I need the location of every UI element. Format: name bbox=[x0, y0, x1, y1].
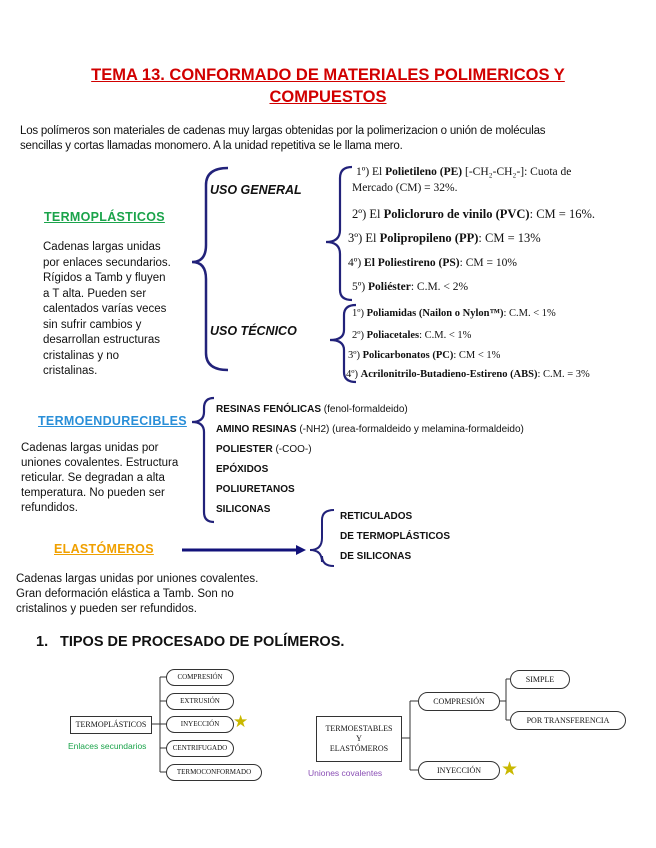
termoendurecibles-heading: TERMOENDURECIBLES bbox=[38, 414, 187, 428]
uso-tecnico-item-1: 1º) Poliamidas (Nailon o Nylon™): C.M. < 1% bbox=[352, 308, 556, 319]
termoplasticos-description bbox=[43, 240, 203, 380]
termoendurecibles-description bbox=[21, 441, 211, 516]
desc-line: cristalinos y pueden ser refundidos. bbox=[16, 603, 197, 615]
branch-por-transferencia: POR TRANSFERENCIA bbox=[510, 711, 626, 730]
desc-line: Rígidos a Tamb y fluyen bbox=[43, 272, 166, 284]
desc-line: por enlaces secundarios. bbox=[43, 256, 171, 269]
branch-right-inyeccion: INYECCIÓN bbox=[418, 761, 500, 780]
uso-general-item-5: 5º) Poliéster: C.M. < 2% bbox=[352, 281, 469, 293]
elastomeros-heading: ELASTÓMEROS bbox=[54, 542, 154, 556]
elastomeros-description bbox=[16, 572, 258, 617]
intro-line1: Los polímeros son materiales de cadenas muy largas obtenidas por la polimerizacion o unión de moléculas bbox=[20, 125, 546, 137]
branch-right-compresion: COMPRESIÓN bbox=[418, 692, 500, 711]
termo-item: POLIESTER (-COO-) bbox=[216, 444, 312, 455]
desc-line: temperatura. No pueden ser bbox=[21, 487, 165, 499]
elast-item: DE SILICONAS bbox=[340, 551, 412, 562]
desc-line: refundidos. bbox=[21, 502, 78, 514]
termoplasticos-heading: TERMOPLÁSTICOS bbox=[44, 210, 165, 224]
elastomeros-arrowhead bbox=[296, 545, 306, 555]
star-icon: ★ bbox=[233, 712, 249, 731]
elast-item: DE TERMOPLÁSTICOS bbox=[340, 531, 451, 542]
desc-line: Cadenas largas unidas bbox=[43, 241, 161, 253]
termo-item: RESINAS FENÓLICAS (fenol-formaldeido) bbox=[216, 404, 408, 415]
desc-line: sin sufrir cambios y bbox=[43, 318, 142, 331]
uso-general-item-3: 3º) El Polipropileno (PP): CM = 13% bbox=[348, 231, 541, 245]
root-line: TERMOESTABLES bbox=[325, 724, 393, 733]
section-title: TIPOS DE PROCESADO DE POLÍMEROS. bbox=[60, 634, 345, 650]
page-title-line2: COMPUESTOS bbox=[269, 88, 387, 106]
desc-line: desarrollan estructuras bbox=[43, 334, 160, 346]
uso-general-item-2: 2º) El Policloruro de vinilo (PVC): CM = 16%. bbox=[352, 207, 595, 221]
root-line: Y bbox=[356, 734, 362, 743]
uso-tecnico-item-4: 4º) Acrilonitrilo-Butadieno-Estireno (ABS): C.M. = 3% bbox=[346, 369, 590, 380]
uso-general-label: USO GENERAL bbox=[210, 183, 302, 197]
root-line: ELASTÓMEROS bbox=[329, 744, 389, 753]
termo-item: POLIURETANOS bbox=[216, 484, 295, 495]
intro-line2: sencillas y cortas llamadas monomero. A la unidad repetitiva se le llama mero. bbox=[20, 140, 403, 152]
uso-tecnico-label: USO TÉCNICO bbox=[210, 324, 297, 338]
section-number: 1. bbox=[36, 634, 49, 650]
desc-line: Cadenas largas unidas por bbox=[21, 442, 159, 454]
desc-line: Cadenas largas unidas por uniones covalentes. bbox=[16, 573, 259, 585]
uso-tecnico-item-3: 3º) Policarbonatos (PC): CM < 1% bbox=[348, 350, 501, 361]
uso-general-item-4: 4º) El Poliestireno (PS): CM = 10% bbox=[348, 257, 517, 269]
branch-extrusion: EXTRUSIÓN bbox=[166, 693, 234, 710]
desc-line: calentados varías veces bbox=[43, 303, 167, 315]
termo-item: EPÓXIDOS bbox=[216, 464, 269, 475]
uso-general-item-1-cont: Mercado (CM) = 32%. bbox=[352, 182, 458, 194]
branch-inyeccion: INYECCIÓN bbox=[166, 716, 234, 733]
desc-line: Gran deformación elástica a Tamb. Son no bbox=[16, 588, 234, 600]
termo-item: AMINO RESINAS (-NH2) (urea-formaldeido y melamina-formaldeido) bbox=[216, 424, 524, 435]
uso-general-item-1: 1º) El Polietileno (PE) [-CH₂-CH₂-]: Cuota de bbox=[356, 166, 572, 178]
branch-simple: SIMPLE bbox=[510, 670, 570, 689]
uso-tecnico-item-2: 2º) Poliacetales: C.M. < 1% bbox=[352, 330, 472, 341]
desc-line: reticular. Se degradan a alta bbox=[21, 472, 165, 484]
desc-line: cristalinas. bbox=[43, 365, 98, 377]
star-icon: ★ bbox=[501, 759, 519, 780]
branch-termoconformado: TERMOCONFORMADO bbox=[166, 764, 262, 781]
branch-compresion: COMPRESIÓN bbox=[166, 669, 234, 686]
diagram-right-sublabel: Uniones covalentes bbox=[308, 768, 383, 778]
diagram-left-root: TERMOPLÁSTICOS bbox=[70, 716, 152, 734]
termo-item: SILICONAS bbox=[216, 504, 271, 515]
branch-centrifugado: CENTRIFUGADO bbox=[166, 740, 234, 757]
termoendurecibles-list bbox=[216, 400, 524, 520]
diagram-right-root bbox=[316, 716, 402, 762]
elast-item: RETICULADOS bbox=[340, 511, 413, 522]
diagram-left-sublabel: Enlaces secundarios bbox=[68, 741, 147, 751]
desc-line: uniones covalentes. Estructura bbox=[21, 457, 179, 469]
page-title: TEMA 13. CONFORMADO DE MATERIALES POLIMERICOS Y bbox=[91, 66, 565, 84]
elastomeros-list bbox=[340, 507, 450, 567]
desc-line: a T alta. Pueden ser bbox=[43, 287, 147, 300]
desc-line: cristalinas y no bbox=[43, 349, 120, 362]
